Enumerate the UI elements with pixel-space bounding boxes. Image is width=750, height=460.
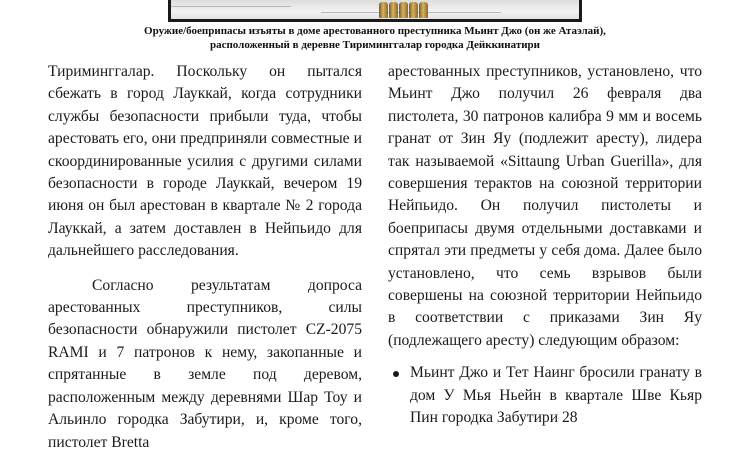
paragraph: Согласно результатам допроса арестованных преступников, силы безопасности обнаружили пистолет CZ-2075 RAMI и 7 патронов к нему, закопанные и спрятанные в земле под деревом, расположенным между деревнями Шар Тоу и Альинло городка Забутири, и, кроме того, пистолет Bretta xyxy=(48,276,362,451)
photo-detail-line xyxy=(171,6,291,7)
cartridge-image xyxy=(389,2,398,18)
cartridge-image xyxy=(419,2,428,18)
left-column xyxy=(48,61,362,454)
paragraph: арестованных преступников, установлено, что Мьинт Джо получил 26 февраля два пистолета, 30 патронов калибра 9 мм и восемь гранат от Зин Яу (подлежит аресту), лидера так называемой «Sittaung Urban Guerilla», для совершения терактов на союзной территории Нейпьидо. Он получил пистолеты и боеприпасы двумя отдельными доставками и спрятал эти предметы у себя дома. Далее было установлено, что семь взрывов были совершены на союзной территории Нейпьидо в соответствии с приказами Зин Яу (подлежащего аресту) следующим образом: xyxy=(388,63,702,349)
right-column xyxy=(388,61,702,430)
list-item: Мьинт Джо и Тет Наинг бросили гранату в дом У Мья Ньейн в квартале Шве Кьяр Пин городка Забутири 28 xyxy=(388,362,702,429)
seized-weapons-photo xyxy=(168,0,582,22)
photo-background xyxy=(171,0,579,19)
photo-caption: Оружие/боеприпасы изъяты в доме арестованного преступника Мьинт Джо (он же Атаэлай), расположенный в деревне Тириминггалар городка Дейккинатири xyxy=(144,25,606,51)
cartridge-image xyxy=(409,2,418,18)
paragraph: Тириминггалар. Поскольку он пытался сбежать в город Лауккай, когда сотрудники службы безопасности прибыли туда, чтобы арестовать его, они предприняли совместные и скоординированные усилия с другими силами безопасности в городе Лауккай, вечером 19 июня он был арестован в квартале № 2 города Лауккай, а затем доставлен в Нейпьидо для дальнейшего расследования. xyxy=(48,63,362,260)
cartridge-image xyxy=(399,2,408,18)
attack-list xyxy=(388,362,702,429)
cartridge-image xyxy=(379,2,388,18)
